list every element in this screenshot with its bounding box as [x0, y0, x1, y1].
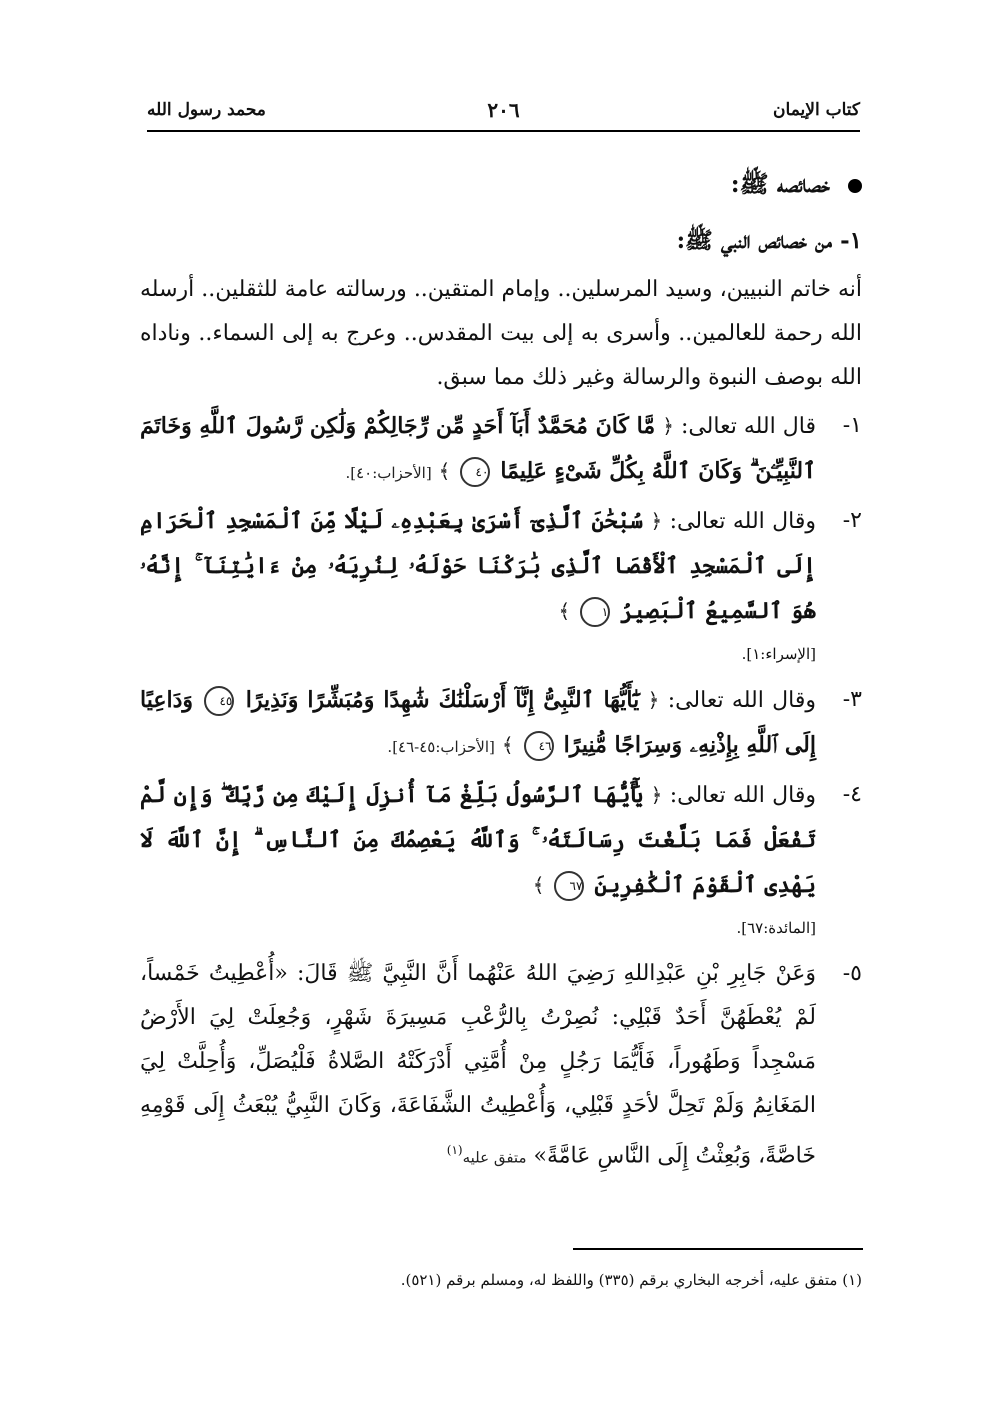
- bullet-icon: [848, 179, 862, 193]
- quran-close-bracket: ﴾: [532, 873, 545, 897]
- quran-close-bracket: ﴾: [438, 459, 451, 483]
- verse-item: [140, 773, 862, 908]
- item-body: [140, 678, 816, 769]
- ayah-number-icon: ٤٥: [204, 686, 234, 716]
- item-number: ٤-: [842, 782, 862, 807]
- item-lead: وقال الله تعالى:: [667, 688, 817, 713]
- item-body: [140, 404, 816, 495]
- ayah-number-icon: ٤٦: [524, 731, 554, 761]
- quran-open-bracket: ﴿: [650, 509, 663, 533]
- ayah-number-icon: ٦٧: [554, 871, 584, 901]
- book-title: كتاب الإيمان: [773, 100, 860, 120]
- page-header: [147, 98, 860, 132]
- section-heading-text: خصائصه ﷺ:: [730, 168, 830, 198]
- page-content: [140, 158, 862, 1179]
- quran-verse-continued: وَدَاعِيًا إِلَى ٱللَّهِ بِإِذْنِهِۦ وَسِرَاجًا مُّنِيرًا: [140, 687, 816, 758]
- verse-reference: [الإسراء:١].: [741, 645, 816, 663]
- verse-reference: [الأحزاب:٤٠].: [345, 464, 432, 482]
- item-lead: قال الله تعالى:: [680, 414, 816, 439]
- quran-close-bracket: ﴾: [558, 599, 571, 623]
- section-heading: [140, 158, 862, 214]
- subheading: ١- من خصائص النبي ﷺ:: [676, 227, 862, 254]
- quran-open-bracket: ﴿: [650, 783, 663, 807]
- item-number: ١-: [842, 413, 862, 438]
- footnote-marker[interactable]: (١): [446, 1143, 463, 1157]
- item-number: ٢-: [842, 508, 862, 533]
- verse-reference: [الأحزاب:٤٥-٤٦].: [387, 738, 495, 756]
- hadith-text: وَعَنْ جَابِرِ بْنِ عَبْدِاللهِ رَضِيَ اللهُ عَنْهُما أَنَّ النَّبِيَّ ﷺ قَالَ: «أُعْطِيتُ خَمْساً، لَمْ يُعْطَهُنَّ أَحَدٌ قَبْلِي: نُصِرْتُ بِالرُّعْبِ مَسِيرَةَ شَهْرٍ، وَجُعِلَتْ لِيَ الأَرْضُ مَسْجِداً وَطَهُوراً، فَأَيُّمَا رَجُلٍ مِنْ أُمَّتِي أَدْرَكَتْهُ الصَّلاةُ فَلْيُصَلِّ، وَأُحِلَّتْ لِيَ المَغَانِمُ وَلَمْ تَحِلَّ لأحَدٍ قَبْلِي، وَأُعْطِيتُ الشَّفَاعَةَ، وَكَانَ النَّبِيُّ يُبْعَثُ إِلَى قَوْمِهِ خَاصَّةً، وَبُعِثْتُ إِلَى النَّاسِ عَامَّةً»: [140, 961, 816, 1169]
- verse-reference: [المائدة:٦٧].: [736, 919, 816, 937]
- item-number: ٥-: [842, 961, 862, 986]
- page-number: ٢٠٦: [487, 98, 520, 122]
- header-rule: [147, 130, 860, 132]
- ayah-number-icon: ٤٠: [460, 457, 490, 487]
- quran-open-bracket: ﴿: [662, 414, 674, 438]
- item-body: [140, 499, 816, 634]
- item-number: ٣-: [842, 687, 862, 712]
- quran-close-bracket: ﴾: [501, 733, 514, 757]
- verse-item: [140, 499, 862, 634]
- intro-paragraph: أنه خاتم النبيين، وسيد المرسلين.. وإمام المتقين.. ورسالته عامة للثقلين.. أرسله الله رحمة للعالمين.. وأسرى به إلى بيت المقدس.. وعرج به إلى السماء.. وناداه الله بوصف النبوة والرسالة وغير ذلك مما سبق.: [140, 277, 862, 390]
- quran-open-bracket: ﴿: [647, 688, 660, 712]
- quran-verse: مَّا كَانَ مُحَمَّدٌ أَبَآ أَحَدٍ مِّن رِّجَالِكُمْ وَلَٰكِن رَّسُولَ ٱللَّهِ وَخَاتَمَ ٱلنَّبِيِّـۧنَ ۗ وَكَانَ ٱللَّهُ بِكُلِّ شَىْءٍ عَلِيمًا: [140, 413, 816, 484]
- verse-item: [140, 678, 862, 769]
- hadith-source: متفق عليه: [462, 1148, 527, 1167]
- item-lead: وقال الله تعالى:: [669, 509, 816, 534]
- footnote-rule: [573, 1248, 863, 1250]
- chapter-title: محمد رسول الله: [147, 100, 266, 120]
- quran-verse: يَٰٓأَيُّهَا ٱلنَّبِىُّ إِنَّآ أَرْسَلْنَٰكَ شَٰهِدًا وَمُبَشِّرًا وَنَذِيرًا: [245, 687, 640, 713]
- ayah-number-icon: ١: [580, 597, 610, 627]
- verse-item: [140, 404, 862, 495]
- item-body: [140, 773, 816, 908]
- hadith-item: [140, 952, 862, 1179]
- footnote: (١) متفق عليه، أخرجه البخاري برقم (٣٣٥) واللفظ له، ومسلم برقم (٥٢١).: [400, 1271, 862, 1289]
- item-lead: وقال الله تعالى:: [669, 783, 816, 808]
- hadith-body: [140, 952, 816, 1179]
- quran-verse: سُبْحَٰنَ ٱلَّذِىٓ أَسْرَىٰ بِعَبْدِهِۦ لَيْلًا مِّنَ ٱلْمَسْجِدِ ٱلْحَرَامِ إِلَى ٱلْمَسْجِدِ ٱلْأَقْصَا ٱلَّذِى بَٰرَكْنَا حَوْلَهُۥ لِنُرِيَهُۥ مِنْ ءَايَٰتِنَآ ۚ إِنَّهُۥ هُوَ ٱلسَّمِيعُ ٱلْبَصِيرُ: [140, 508, 816, 624]
- quran-verse: يَٰٓأَيُّهَا ٱلرَّسُولُ بَلِّغْ مَآ أُنزِلَ إِلَيْكَ مِن رَّبِّكَ ۖ وَإِن لَّمْ تَفْعَلْ فَمَا بَلَّغْتَ رِسَالَتَهُۥ ۚ وَٱللَّهُ يَعْصِمُكَ مِنَ ٱلنَّاسِ ۗ إِنَّ ٱللَّهَ لَا يَهْدِى ٱلْقَوْمَ ٱلْكَٰفِرِينَ: [140, 782, 816, 898]
